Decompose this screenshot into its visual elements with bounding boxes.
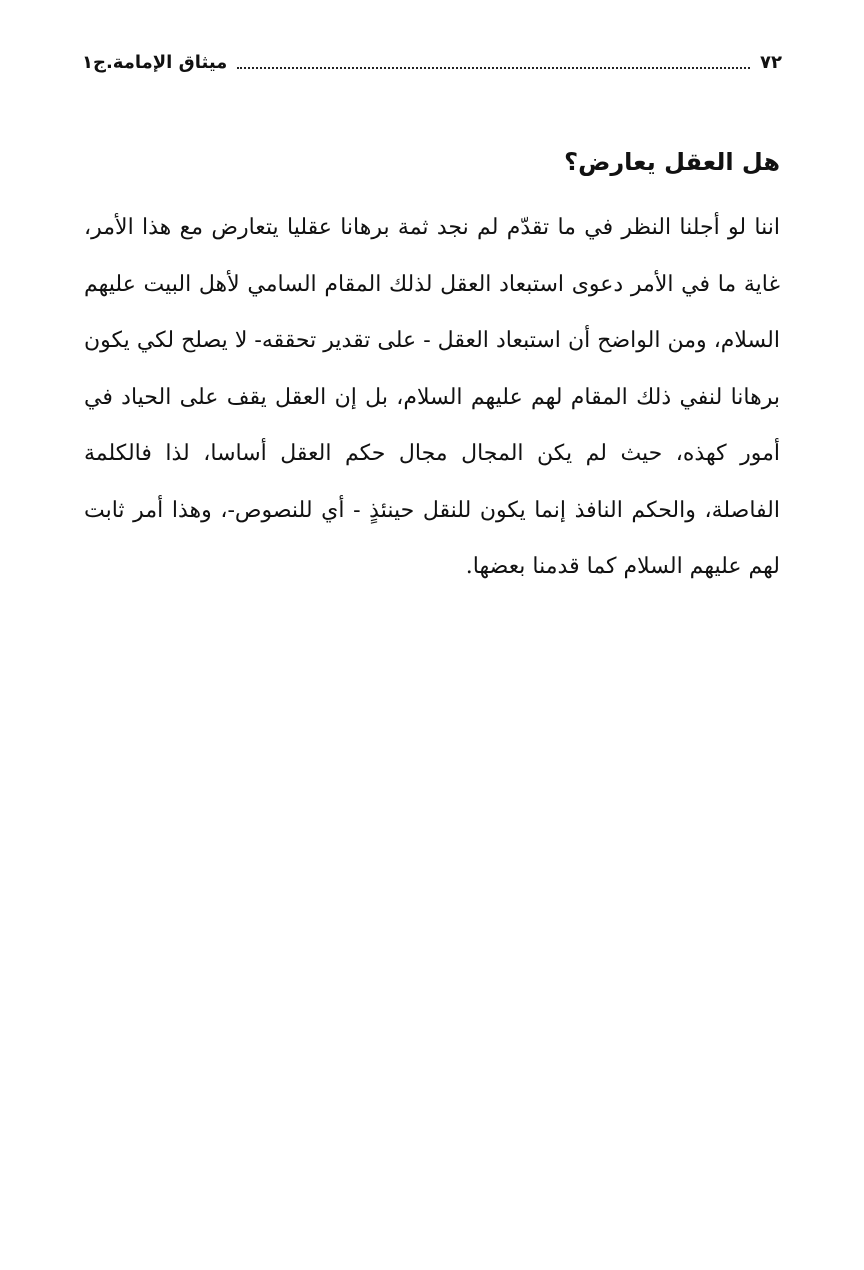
body-paragraph: اننا لو أجلنا النظر في ما تقدّم لم نجد ثمة برهانا عقليا يتعارض مع هذا الأمر، غاية ما في الأمر دعوى استبعاد العقل لذلك المقام السامي لأهل البيت عليهم السلام، ومن الواضح أن استبعاد العقل - على تقدير تحققه- لا يصلح لكي يكون برهانا لنفي ذلك المقام لهم عليهم السلام، بل إن العقل يقف على الحياد في أمور كهذه، حيث لم يكن المجال مجال حكم العقل أساسا، لذا فالكلمة الفاصلة، والحكم النافذ إنما يكون للنقل حينئذٍ - أي للنصوص-، وهذا أمر ثابت لهم عليهم السلام كما قدمنا بعضها. [84,215,780,579]
dotted-leader [237,67,750,69]
section-heading: هل العقل يعارض؟ [564,148,780,176]
page-number: ٧٢ [760,51,782,73]
running-title: ميثاق الإمامة.ج١ [82,51,228,73]
page-header [82,45,782,79]
